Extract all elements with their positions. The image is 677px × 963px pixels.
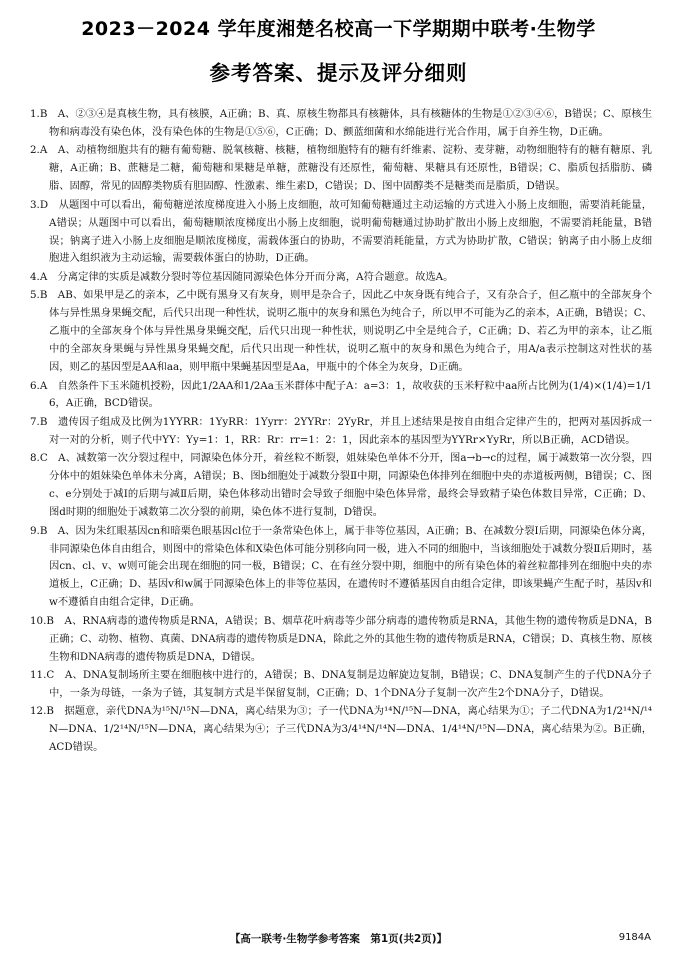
answer-item-8: 8.C A、减数第一次分裂过程中，同源染色体分开，着丝粒不断裂，姐妹染色单体不分开，图a→b→c的过程，属于减数第一次分裂，四分体中的姐妹染色单体未分离，A错误；B、图b细胞处于减数分裂Ⅱ中期，同源染色体排列在细胞中央的赤道板两侧，B错误；C、图c、e分别处于减Ⅰ的后期与减Ⅱ后期，染色体移动出错时会导致子细胞中染色体异常，最终会导致精子染色体数目异常，C正确；D、图d时期的细胞处于减数第二次分裂的前期，染色体不进行复制，D错误。 (30, 452, 652, 519)
answer-item-6: 6.A 自然条件下玉米随机授粉，因此1/2AA和1/2Aa玉米群体中配子A：a=3：1，故收获的玉米籽粒中aa所占比例为(1/4)×(1/4)=1/16，A正确，BCD错误。 (30, 379, 652, 410)
answer-item-11: 11.C A、DNA复制场所主要在细胞核中进行的，A错误；B、DNA复制是边解旋边复制，B错误；C、DNA复制产生的子代DNA分子中，一条为母链，一条为子链，其复制方式是半保留复制，C正确；D、1个DNA分子复制一次产生2个DNA分子，D错误。 (30, 669, 652, 699)
answer-item-7: 7.B 遗传因子组成及比例为1YYRR：1YyRR：1Yyrr：2YYRr：2YyRr，并且上述结果是按自由组合定律产生的，把两对基因拆成一对一对的分析，则子代中YY：Yy=1：1，RR：Rr：rr=1：2：1，因此亲本的基因型为YYRr×YyRr，所以B正确，ACD错误。 (30, 415, 652, 446)
answer-list (30, 106, 652, 758)
answer-item-9: 9.B A、因为朱红眼基因cn和暗栗色眼基因cl位于一条常染色体上，属于非等位基因，A正确；B、在减数分裂Ⅰ后期，同源染色体分离，非同源染色体自由组合，则图中的常染色体和X染色体可能分别移向同一极，进入不同的细胞中，当该细胞处于减数分裂Ⅱ后期时，基因cn、cl、v、w则可能会出现在细胞的同一极，B错误；C、在有丝分裂中期，细胞中的所有染色体的着丝粒都排列在细胞中央的赤道板上，C正确；D、基因v和w属于同源染色体上的非等位基因，在遗传时不遵循基因自由组合定律，即该果蝇产生配子时，基因v和w不遵循自由组合定律，D正确。 (30, 524, 652, 609)
answer-item-1: 1.B A、②③④是真核生物，具有核膜，A正确；B、真、原核生物都具有核糖体，具有核糖体的生物是①②③④⑥，B错误；C、原核生物和病毒没有染色体，没有染色体的生物是①⑤⑥，C正确；D、颤蓝细菌和水绵能进行光合作用，属于自养生物，D正确。 (30, 108, 652, 138)
footer-page-info: 【高一联考·生物学参考答案 第1页(共2页)】 (229, 933, 448, 945)
answer-item-2: 2.A A、动植物细胞共有的糖有葡萄糖、脱氧核糖、核糖，植物细胞特有的糖有纤维素、淀粉、麦芽糖，动物细胞特有的糖有糖原、乳糖，A正确；B、蔗糖是二糖，葡萄糖和果糖是单糖，蔗糖没有还原性，葡萄糖、果糖具有还原性，B错误；C、脂质包括脂肪、磷脂、固醇，常见的固醇类物质有胆固醇、性激素、维生素D，C错误；D、图中固醇类不是糖类而是脂质，D错误。 (30, 144, 652, 193)
answer-item-4: 4.A 分离定律的实质是减数分裂时等位基因随同源染色体分开而分离，A符合题意。故选A。 (30, 270, 454, 283)
answer-item-5: 5.B AB、如果甲是乙的亲本，乙中既有黑身又有灰身，则甲是杂合子，因此乙中灰身既有纯合子，又有杂合子，但乙瓶中的全部灰身个体与异性黑身果蝇交配，后代只出现一种性状，说明乙瓶中的灰身和黑色为纯合子，所以甲不可能为乙的亲本，A正确，B错误；C、乙瓶中的全部灰身个体与异性黑身果蝇交配，后代只出现一种性状，则说明乙中全是纯合子，C正确；D、若乙为甲的亲本，让乙瓶中的全部灰身果蝇与异性黑身果蝇交配，后代只出现一种性状，说明乙瓶中的灰身和黑色为纯合子，用A/a表示控制这对性状的基因，则乙的基因型是AA和aa，则甲瓶中果蝇基因型是Aa，甲瓶中的个体全为灰身，D正确。 (30, 289, 652, 374)
answer-item-10: 10.B A、RNA病毒的遗传物质是RNA，A错误；B、烟草花叶病毒等少部分病毒的遗传物质是RNA，其他生物的遗传物质是DNA，B正确；C、动物、植物、真菌、DNA病毒的遗传物质是DNA，除此之外的其他生物的遗传物质是RNA，C错误；D、真核生物、原核生物和DNA病毒的遗传物质是DNA，D错误。 (30, 614, 652, 663)
answer-item-3: 3.D 从题图中可以看出，葡萄糖逆浓度梯度进入小肠上皮细胞，故可知葡萄糖通过主动运输的方式进入小肠上皮细胞，需要消耗能量，A错误；从题图中可以看出，葡萄糖顺浓度梯度出小肠上皮细胞，说明葡萄糖通过协助扩散出小肠上皮细胞，不需要消耗能量，B错误；钠离子进入小肠上皮细胞是顺浓度梯度，需载体蛋白的协助，不需要消耗能量，方式为协助扩散，C错误；钠离子由小肠上皮细胞进入组织液为主动运输，需要载体蛋白的协助，D正确。 (30, 198, 652, 265)
footer-doc-code: 9184A (618, 932, 651, 943)
answer-item-12: 12.B 据题意，亲代DNA为¹⁵N/¹⁵N—DNA，离心结果为③；子一代DNA为¹⁴N/¹⁵N—DNA，离心结果为①；子二代DNA为1/2¹⁴N/¹⁴N—DNA、1/2¹⁴N/¹⁵N—DNA，离心结果为④；子三代DNA为3/4¹⁴N/¹⁴N—DNA、1/4¹⁴N/¹⁵N—DNA，离心结果为②。B正确，ACD错误。 (30, 705, 652, 754)
page-title: 2023－2024 学年度湘楚名校高一下学期期中联考·生物学 (81, 18, 596, 40)
page-subtitle: 参考答案、提示及评分细则 (209, 61, 468, 85)
